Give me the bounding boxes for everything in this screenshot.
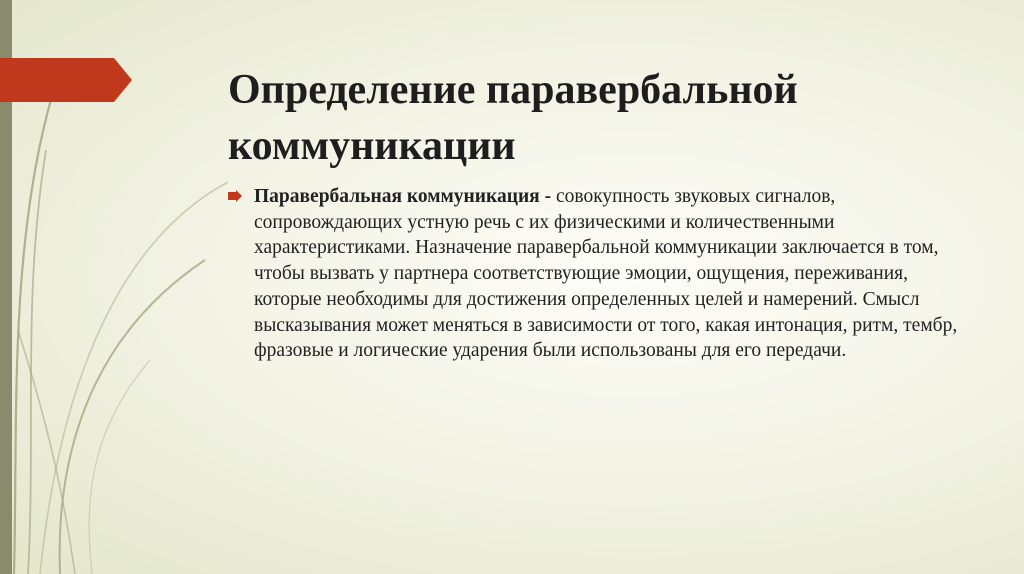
bullet-item <box>228 184 958 364</box>
accent-arrow-banner <box>0 58 132 102</box>
slide-title: Определение паравербальной коммуникации <box>228 67 798 169</box>
arrow-bullet-icon <box>228 190 242 202</box>
bullet-term: Паравербальная коммуникация - <box>254 186 552 207</box>
bullet-text <box>254 184 958 364</box>
bullet-definition: совокупность звуковых сигналов, сопровождающих устную речь с их физическими и количественными характеристиками. Назначение паравербальной коммуникации заключается в том, чтобы вызвать у партнера соответствующие эмоции, ощущения, переживания, которые необходимы для достижения определенных целей и намерений. Смысл высказывания может меняться в зависимости от того, какая интонация, ритм, тембр, фразовые и логические ударения были использованы для его передачи. <box>254 186 958 362</box>
